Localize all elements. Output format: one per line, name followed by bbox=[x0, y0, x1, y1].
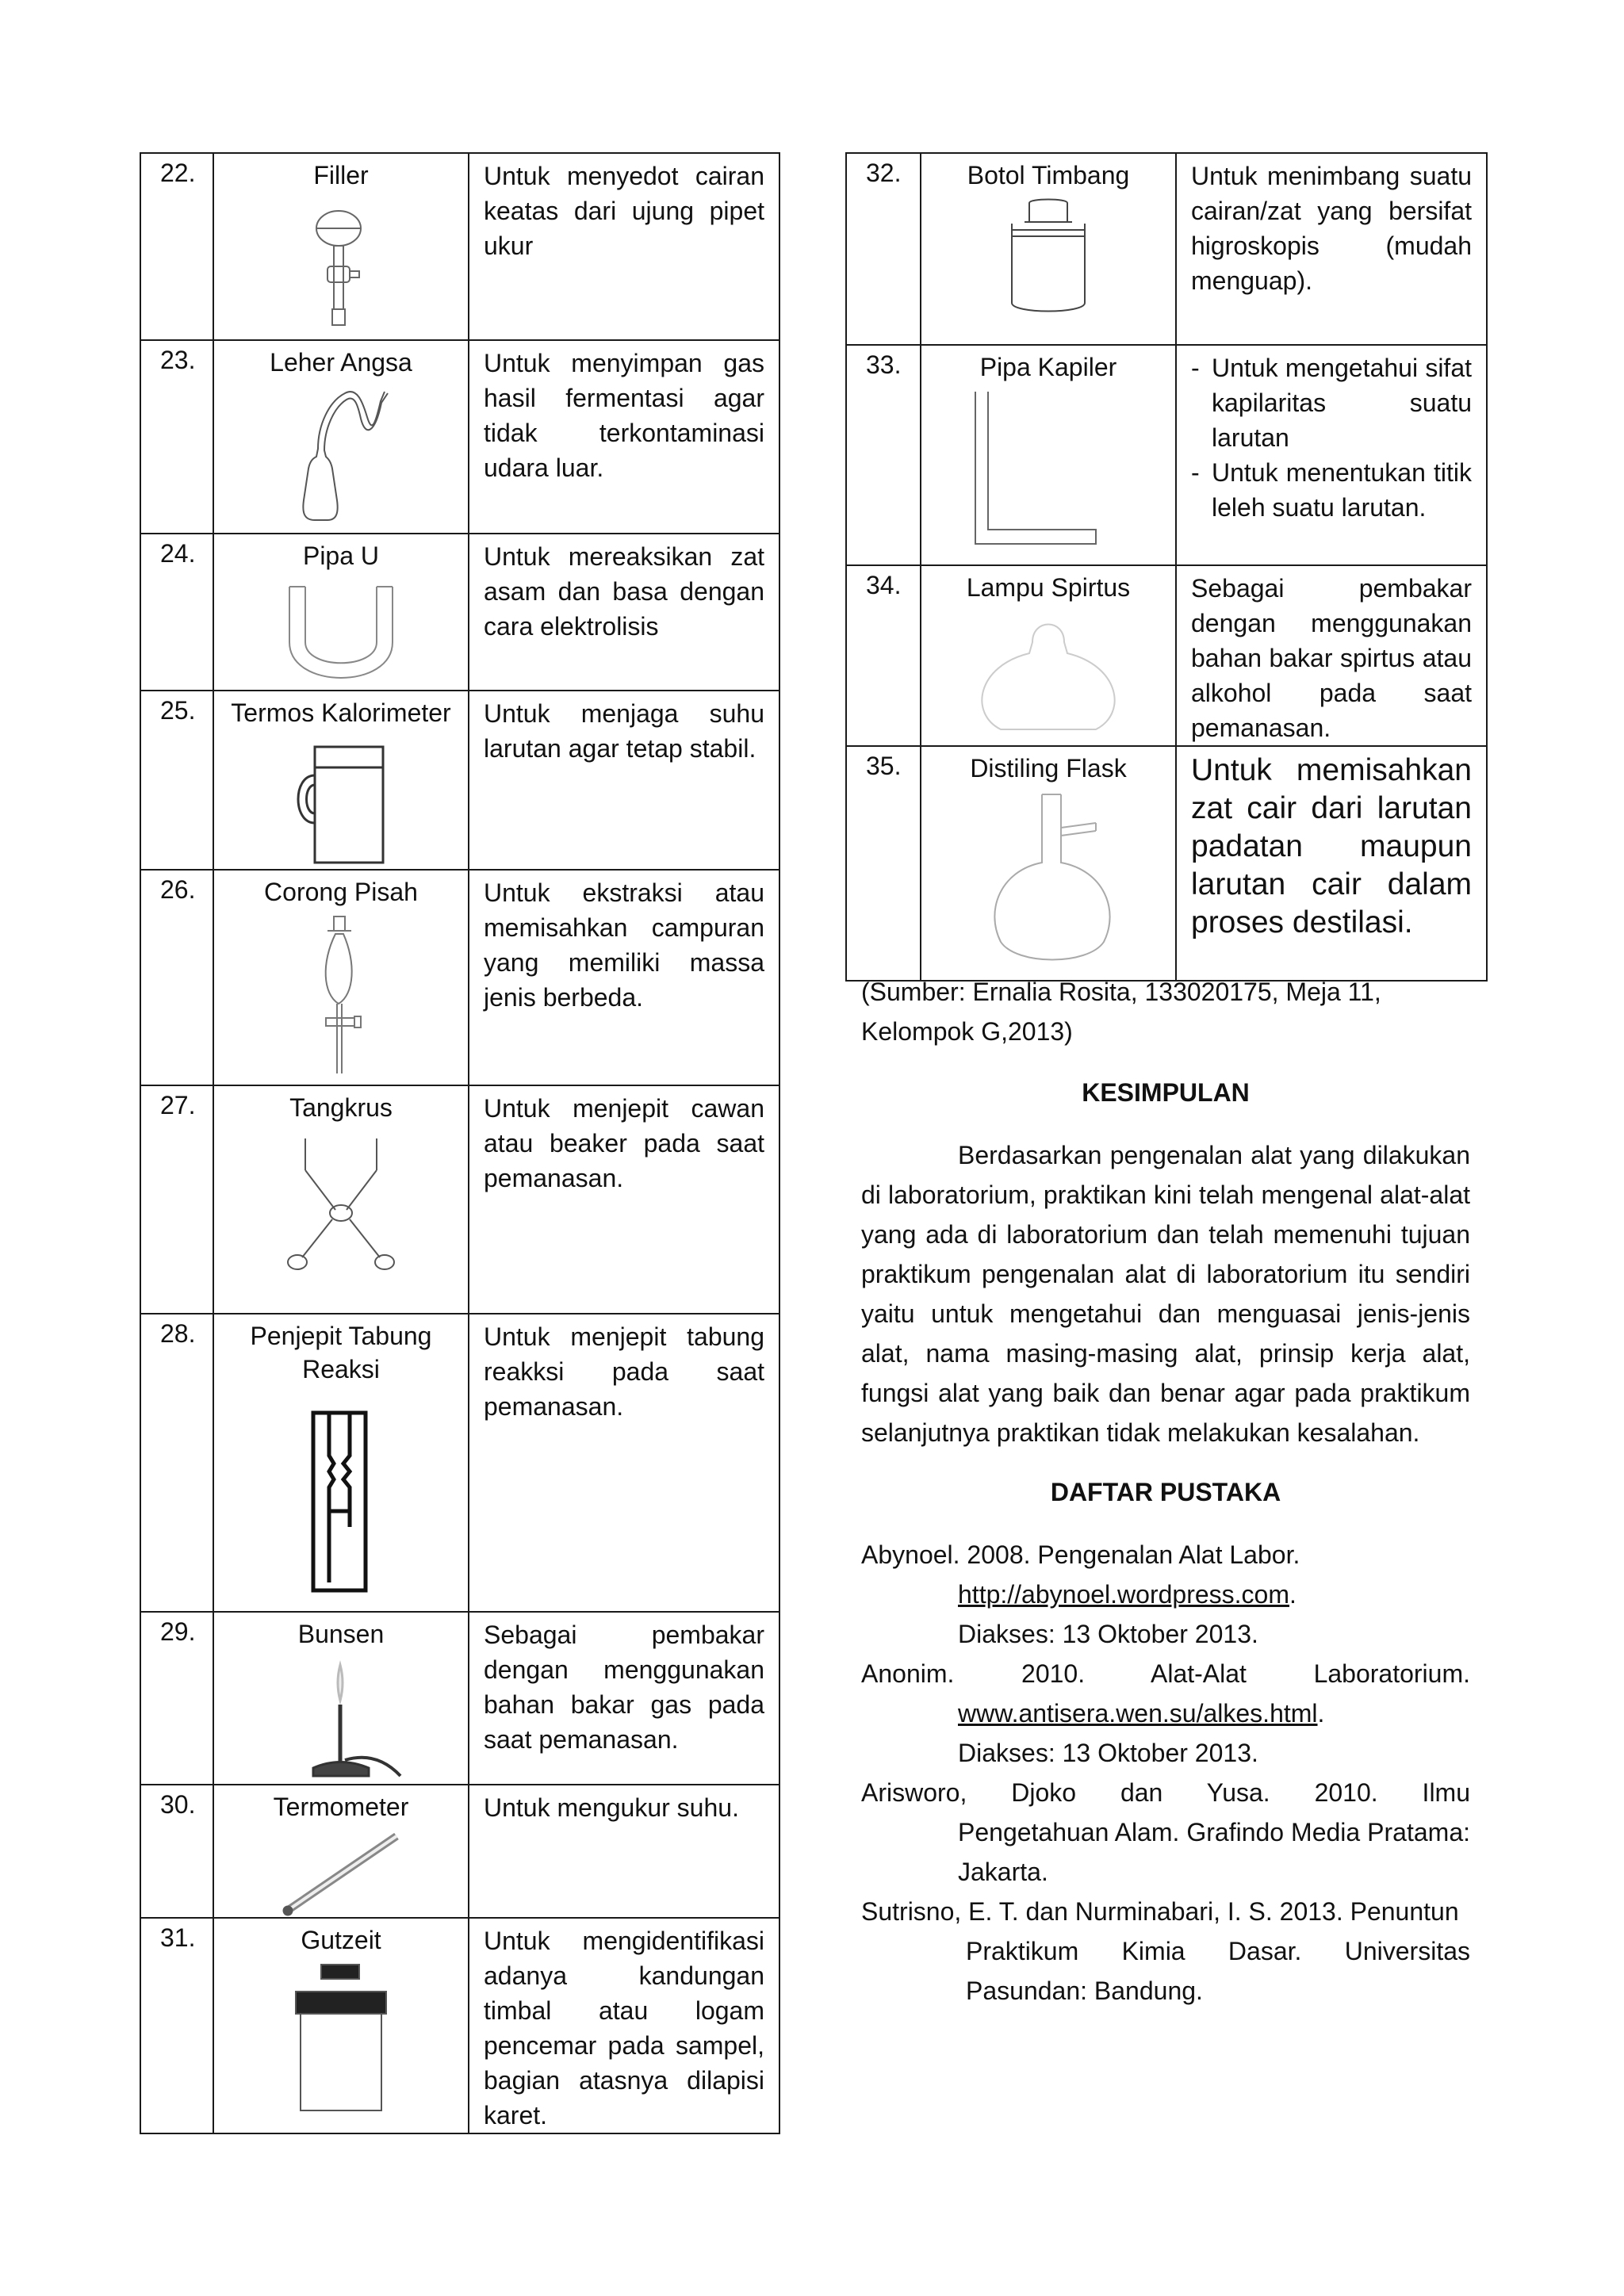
item-number: 25. bbox=[140, 691, 213, 870]
table-row bbox=[140, 153, 779, 340]
references-heading: DAFTAR PUSTAKA bbox=[1050, 1478, 1281, 1506]
item-number: 28. bbox=[140, 1314, 213, 1612]
item-number: 35. bbox=[846, 746, 921, 981]
reference-entry: Abynoel. 2008. Pengenalan Alat Labor. http://abynoel.wordpress.com. Diakses: 13 Oktober 2013. bbox=[861, 1535, 1470, 1654]
item-description-list bbox=[1191, 350, 1472, 525]
conclusion-paragraph: Berdasarkan pengenalan alat yang dilakukan di laboratorium, praktikan kini telah mengenal alat-alat yang ada di laboratorium dan telah memenuhi tujuan praktikum pengenalan alat di laboratorium itu sendiri yaitu untuk mengetahui dan menguasai jenis-jenis alat, nama masing-masing alat, prinsip kerja alat, fungsi alat yang baik dan benar agar pada praktikum selanjutnya praktikan tidak melakukan kesalahan. bbox=[861, 1141, 1470, 1447]
u-tube-icon bbox=[274, 579, 408, 690]
item-number: 30. bbox=[140, 1785, 213, 1918]
item-number: 23. bbox=[140, 340, 213, 534]
item-name-line1: Penjepit Tabung bbox=[250, 1322, 432, 1350]
conclusion-heading: KESIMPULAN bbox=[1082, 1078, 1250, 1107]
reference-link[interactable]: http://abynoel.wordpress.com bbox=[958, 1580, 1289, 1609]
table-row bbox=[140, 1785, 779, 1918]
reference-entry bbox=[861, 1892, 1470, 2011]
item-description: Untuk menyedot cairan keatas dari ujung pipet ukur bbox=[469, 153, 779, 340]
table-row bbox=[140, 1085, 779, 1314]
item-number: 24. bbox=[140, 534, 213, 691]
item-number: 33. bbox=[846, 345, 921, 565]
reference-text-continued: Pengetahuan Alam. Grafindo Media Pratama: Jakarta. bbox=[958, 1818, 1470, 1886]
item-name: Botol Timbang bbox=[967, 161, 1130, 189]
item-name: Pipa U bbox=[302, 541, 380, 570]
table-row bbox=[140, 1918, 779, 2133]
item-description: Untuk memisahkan zat cair dari larutan padatan maupun larutan cair dalam proses destilasi. bbox=[1176, 746, 1487, 981]
reference-entry bbox=[861, 1773, 1470, 1892]
gutzeit-apparatus-icon bbox=[289, 1963, 393, 2114]
item-name: Corong Pisah bbox=[264, 878, 418, 906]
weighing-bottle-icon bbox=[1001, 198, 1096, 317]
item-name: Termometer bbox=[273, 1793, 409, 1821]
calorimeter-icon bbox=[289, 736, 393, 867]
item-description: Untuk mengukur suhu. bbox=[469, 1785, 779, 1918]
reference-text: Abynoel. 2008. Pengenalan Alat Labor. bbox=[861, 1540, 1300, 1569]
crucible-tongs-icon bbox=[282, 1131, 400, 1281]
pipette-filler-icon bbox=[305, 198, 377, 333]
item-number: 26. bbox=[140, 870, 213, 1085]
item-name: Bunsen bbox=[297, 1620, 385, 1648]
table-row bbox=[846, 153, 1487, 345]
item-description: Untuk menjaga suhu larutan agar tetap stabil. bbox=[469, 691, 779, 870]
item-number: 31. bbox=[140, 1918, 213, 2133]
item-description: Untuk menjepit tabung reakksi pada saat pemanasan. bbox=[469, 1314, 779, 1612]
equipment-table-left bbox=[140, 152, 780, 2134]
item-number: 34. bbox=[846, 565, 921, 746]
item-number: 29. bbox=[140, 1612, 213, 1785]
item-name: Termos Kalorimeter bbox=[231, 698, 451, 727]
list-item: - Untuk mengetahui sifat kapilaritas suatu larutan bbox=[1191, 350, 1472, 455]
item-description: Untuk menjepit cawan atau beaker pada saat pemanasan. bbox=[469, 1085, 779, 1314]
item-name: Leher Angsa bbox=[270, 348, 412, 377]
table-row bbox=[140, 1314, 779, 1612]
item-name: Pipa Kapiler bbox=[979, 353, 1117, 381]
distilling-flask-icon bbox=[969, 791, 1128, 966]
thermometer-icon bbox=[274, 1830, 408, 1917]
item-description: Untuk mereaksikan zat asam dan basa dengan cara elektrolisis bbox=[469, 534, 779, 691]
item-name: Gutzeit bbox=[301, 1926, 381, 1954]
item-description: Untuk ekstraksi atau memisahkan campuran yang memiliki massa jenis berbeda. bbox=[469, 870, 779, 1085]
item-name: Tangkrus bbox=[289, 1093, 393, 1122]
swan-neck-flask-icon bbox=[274, 385, 408, 524]
item-name: Lampu Spirtus bbox=[966, 573, 1131, 602]
bunsen-burner-icon bbox=[274, 1657, 408, 1784]
table-row bbox=[846, 746, 1487, 981]
source-line-1: (Sumber: Ernalia Rosita, 133020175, Meja 11, bbox=[861, 978, 1381, 1006]
reference-entry: Anonim. 2010. Alat-Alat Laboratorium. www.antisera.wen.su/alkes.html. Diakses: 13 Oktober 2013. bbox=[861, 1654, 1470, 1773]
item-description: Sebagai pembakar dengan menggunakan bahan bakar gas pada saat pemanasan. bbox=[469, 1612, 779, 1785]
separatory-funnel-icon bbox=[305, 915, 377, 1081]
item-description: Untuk menimbang suatu cairan/zat yang bersifat higroskopis (mudah menguap). bbox=[1176, 153, 1487, 345]
table-row bbox=[140, 340, 779, 534]
test-tube-clamp-icon bbox=[305, 1408, 377, 1598]
reference-link[interactable]: www.antisera.wen.su/alkes.html bbox=[958, 1699, 1318, 1728]
item-description: Untuk mengidentifikasi adanya kandungan timbal atau logam pencemar pada sampel, bagian atasnya dilapisi karet. bbox=[469, 1918, 779, 2133]
reference-text: Arisworo, Djoko dan Yusa. 2010. Ilmu bbox=[861, 1778, 1470, 1807]
source-line-2: Kelompok G,2013) bbox=[861, 1017, 1073, 1046]
item-number: 32. bbox=[846, 153, 921, 345]
list-item: - Untuk menentukan titik leleh suatu larutan. bbox=[1191, 455, 1472, 525]
table-row bbox=[140, 691, 779, 870]
item-name: Filler bbox=[313, 161, 369, 189]
equipment-table-right bbox=[845, 152, 1488, 982]
item-name-line2: Reaksi bbox=[302, 1355, 380, 1383]
item-description: Untuk menyimpan gas hasil fermentasi agar tidak terkontaminasi udara luar. bbox=[469, 340, 779, 534]
reference-text: Anonim. 2010. Alat-Alat Laboratorium. bbox=[861, 1659, 1470, 1688]
item-name: Distiling Flask bbox=[970, 754, 1127, 783]
item-number: 27. bbox=[140, 1085, 213, 1314]
reference-text: Sutrisno, E. T. dan Nurminabari, I. S. 2013. Penuntun bbox=[861, 1897, 1459, 1926]
table-row bbox=[140, 1612, 779, 1785]
spirit-lamp-icon bbox=[969, 610, 1128, 737]
table-row bbox=[846, 345, 1487, 565]
capillary-tube-icon bbox=[972, 388, 1123, 547]
table-row bbox=[846, 565, 1487, 746]
reference-text-continued: Praktikum Kimia Dasar. Universitas Pasundan: Bandung. bbox=[966, 1937, 1470, 2005]
reference-access-date: Diakses: 13 Oktober 2013. bbox=[958, 1620, 1258, 1648]
table-row bbox=[140, 870, 779, 1085]
item-number: 22. bbox=[140, 153, 213, 340]
table-row bbox=[140, 534, 779, 691]
reference-access-date: Diakses: 13 Oktober 2013. bbox=[958, 1739, 1258, 1767]
item-description: Sebagai pembakar dengan menggunakan bahan bakar spirtus atau alkohol pada saat pemanasan. bbox=[1176, 565, 1487, 746]
